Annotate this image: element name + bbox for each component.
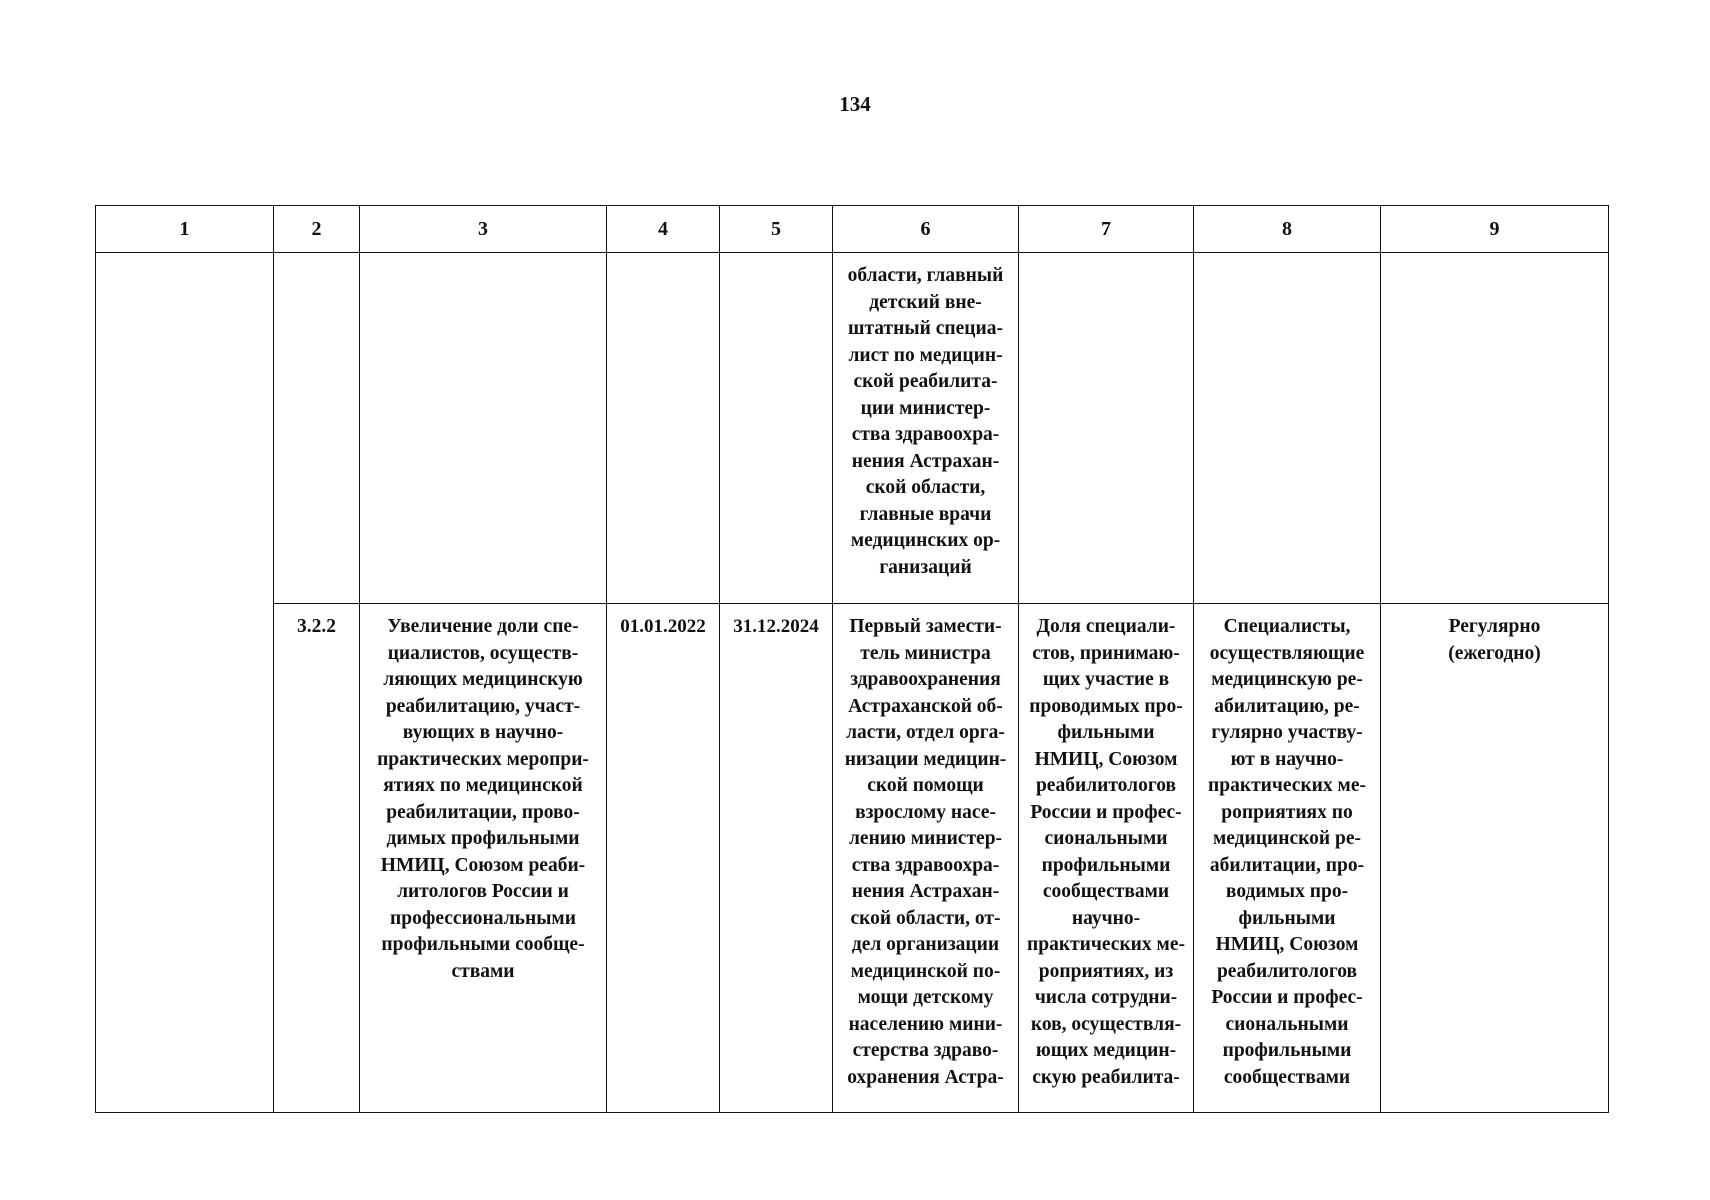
cell-col9-empty xyxy=(1381,253,1609,604)
cell-responsible: Первый замести- тель министра здравоохранения Астраханской об- ласти, отдел орга- низации медицин- ской помощи взрослому насе- лению министер- ства здравоохра- нения Астрахан- ской области, от- дел организации медицинской по- мощи детскому населению мини- стерства здраво- охранения Астра- xyxy=(833,604,1019,1113)
column-header-5: 5 xyxy=(720,206,833,253)
column-header-1: 1 xyxy=(96,206,274,253)
column-header-2: 2 xyxy=(274,206,360,253)
cell-start-date: 01.01.2022 xyxy=(607,604,720,1113)
column-header-3: 3 xyxy=(360,206,607,253)
table-row-continuation xyxy=(96,253,1609,604)
cell-end-date: 31.12.2024 xyxy=(720,604,833,1113)
column-header-6: 6 xyxy=(833,206,1019,253)
column-header-8: 8 xyxy=(1194,206,1381,253)
column-header-7: 7 xyxy=(1019,206,1194,253)
table-header-row xyxy=(96,206,1609,253)
table-row-3-2-2 xyxy=(96,604,1609,1113)
cell-col3-empty xyxy=(360,253,607,604)
cell-responsible-continuation: области, главный детский вне- штатный специа- лист по медицин- ской реабилита- ции министер- ства здравоохра- нения Астрахан- ской области, главные врачи медицинских ор- ганизаций xyxy=(833,253,1019,604)
cell-indicator: Доля специали- стов, принимаю- щих участие в проводимых про- фильными НМИЦ, Союзом реабилитологов России и профес- сиональными профильными сообществами научно- практических ме- роприятиях, из числа сотрудни- ков, осуществля- ющих медицин- скую реабилита- xyxy=(1019,604,1194,1113)
cell-frequency: Регулярно (ежегодно) xyxy=(1381,604,1609,1113)
cell-col1-merged xyxy=(96,253,274,1113)
cell-col5-empty xyxy=(720,253,833,604)
column-header-4: 4 xyxy=(607,206,720,253)
cell-col7-empty xyxy=(1019,253,1194,604)
plan-table xyxy=(95,205,1609,1113)
cell-event-description: Увеличение доли спе- циалистов, осуществ- ляющих медицинскую реабилитацию, участ- вующих в научно- практических меропри- ятиях по медицинской реабилитации, прово- димых профильными НМИЦ, Союзом реаби- литологов России и профессиональными профильными сообще- ствами xyxy=(360,604,607,1113)
cell-col8-empty xyxy=(1194,253,1381,604)
cell-result: Специалисты, осуществляющие медицинскую ре- абилитацию, ре- гулярно участву- ют в научно- практических ме- роприятиях по медицинской ре- абилитации, про- водимых про- фильными НМИЦ, Союзом реабилитологов России и профес- сиональными профильными сообществами xyxy=(1194,604,1381,1113)
cell-item-number: 3.2.2 xyxy=(274,604,360,1113)
page-number: 134 xyxy=(839,92,871,116)
column-header-9: 9 xyxy=(1381,206,1609,253)
cell-col2-empty xyxy=(274,253,360,604)
cell-col4-empty xyxy=(607,253,720,604)
